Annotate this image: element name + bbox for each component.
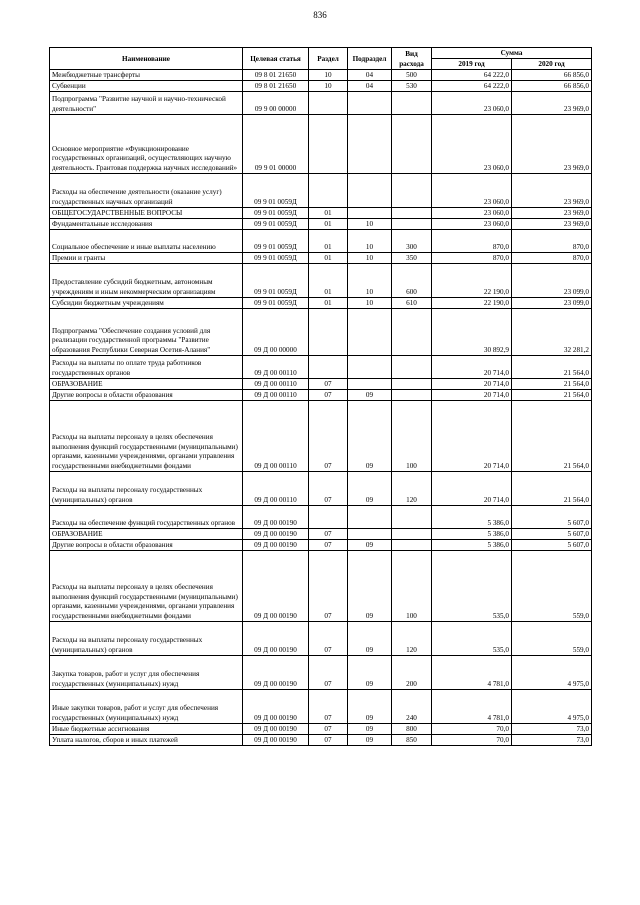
cell-2020: 21 564,0 xyxy=(512,379,592,390)
cell-name: Иные бюджетные ассигнования xyxy=(50,724,243,735)
cell-2020: 559,0 xyxy=(512,551,592,622)
cell-target: 09 Д 00 00110 xyxy=(243,356,309,379)
cell-subsection: 09 xyxy=(348,401,392,472)
cell-2020: 73,0 xyxy=(512,735,592,746)
cell-name: Подпрограмма "Обеспечение создания условий для реализации государственной программы "Развитие образования Республики Северная Осетия-Алания" xyxy=(50,309,243,356)
cell-kind xyxy=(392,529,432,540)
cell-target: 09 Д 00 00190 xyxy=(243,656,309,690)
header-year-2020: 2020 год xyxy=(512,59,592,70)
cell-2020: 5 607,0 xyxy=(512,506,592,529)
cell-2019: 870,0 xyxy=(432,253,512,264)
cell-section xyxy=(309,92,348,115)
cell-2020: 21 564,0 xyxy=(512,390,592,401)
cell-kind: 100 xyxy=(392,401,432,472)
table-row xyxy=(50,309,592,356)
cell-subsection xyxy=(348,309,392,356)
table-row xyxy=(50,401,592,472)
cell-2019: 23 060,0 xyxy=(432,92,512,115)
cell-subsection: 10 xyxy=(348,253,392,264)
cell-kind: 120 xyxy=(392,472,432,506)
cell-2019: 70,0 xyxy=(432,724,512,735)
cell-target: 09 Д 00 00110 xyxy=(243,401,309,472)
cell-target: 09 Д 00 00110 xyxy=(243,379,309,390)
cell-name: Субсидии бюджетным учреждениям xyxy=(50,298,243,309)
cell-section: 01 xyxy=(309,219,348,230)
cell-name: Межбюджетные трансферты xyxy=(50,70,243,81)
table-row xyxy=(50,208,592,219)
cell-subsection xyxy=(348,208,392,219)
cell-2020: 21 564,0 xyxy=(512,472,592,506)
cell-name: Расходы на выплаты персоналу в целях обеспечения выполнения функций государственными (муниципальными) органами, казенными учреждениями, органами управления государственными внебюджетными фондами xyxy=(50,401,243,472)
cell-section: 07 xyxy=(309,529,348,540)
cell-target: 09 9 01 0059Д xyxy=(243,219,309,230)
table-body xyxy=(50,70,592,746)
cell-kind: 350 xyxy=(392,253,432,264)
cell-kind xyxy=(392,208,432,219)
cell-target: 09 9 01 0059Д xyxy=(243,264,309,298)
cell-name: Расходы на выплаты персоналу государственных (муниципальных) органов xyxy=(50,622,243,656)
cell-section xyxy=(309,115,348,174)
cell-section: 01 xyxy=(309,208,348,219)
cell-name: Подпрограмма "Развитие научной и научно-технической деятельности" xyxy=(50,92,243,115)
table-row xyxy=(50,551,592,622)
table-row xyxy=(50,356,592,379)
cell-kind xyxy=(392,309,432,356)
cell-target: 09 Д 00 00000 xyxy=(243,309,309,356)
cell-name: Расходы на обеспечение деятельности (оказание услуг) государственных научных организаций xyxy=(50,174,243,208)
cell-target: 09 Д 00 00110 xyxy=(243,390,309,401)
cell-2019: 22 190,0 xyxy=(432,264,512,298)
cell-kind: 600 xyxy=(392,264,432,298)
cell-2020: 559,0 xyxy=(512,622,592,656)
cell-subsection xyxy=(348,174,392,208)
table-row xyxy=(50,724,592,735)
cell-section: 07 xyxy=(309,656,348,690)
cell-subsection: 09 xyxy=(348,472,392,506)
table-row xyxy=(50,379,592,390)
cell-target: 09 Д 00 00190 xyxy=(243,724,309,735)
cell-target: 09 Д 00 00190 xyxy=(243,529,309,540)
table-row xyxy=(50,174,592,208)
table-row xyxy=(50,506,592,529)
cell-section: 07 xyxy=(309,724,348,735)
cell-2020: 4 975,0 xyxy=(512,656,592,690)
cell-target: 09 9 01 0059Д xyxy=(243,298,309,309)
cell-2020: 5 607,0 xyxy=(512,540,592,551)
cell-kind: 610 xyxy=(392,298,432,309)
cell-subsection xyxy=(348,356,392,379)
cell-2020: 66 856,0 xyxy=(512,81,592,92)
cell-2019: 20 714,0 xyxy=(432,356,512,379)
cell-target: 09 9 01 00000 xyxy=(243,115,309,174)
cell-target: 09 Д 00 00190 xyxy=(243,690,309,724)
cell-2019: 64 222,0 xyxy=(432,81,512,92)
cell-subsection: 09 xyxy=(348,390,392,401)
table-row xyxy=(50,70,592,81)
cell-section: 07 xyxy=(309,690,348,724)
header-target: Целевая статья xyxy=(243,48,309,70)
cell-section: 07 xyxy=(309,401,348,472)
cell-section: 07 xyxy=(309,390,348,401)
header-sum: Сумма xyxy=(432,48,592,59)
cell-subsection: 09 xyxy=(348,540,392,551)
cell-section xyxy=(309,174,348,208)
cell-2020: 73,0 xyxy=(512,724,592,735)
cell-2019: 23 060,0 xyxy=(432,208,512,219)
cell-name: Основное мероприятие «Функционирование государственных организаций, осуществляющих научную деятельность. Грантовая поддержка научных исследований» xyxy=(50,115,243,174)
cell-target: 09 9 01 0059Д xyxy=(243,253,309,264)
cell-2019: 23 060,0 xyxy=(432,219,512,230)
cell-subsection: 10 xyxy=(348,264,392,298)
cell-name: Субвенции xyxy=(50,81,243,92)
cell-name: Уплата налогов, сборов и иных платежей xyxy=(50,735,243,746)
cell-2019: 5 386,0 xyxy=(432,529,512,540)
cell-name: Расходы на выплаты по оплате труда работников государственных органов xyxy=(50,356,243,379)
cell-name: Закупка товаров, работ и услуг для обеспечения государственных (муниципальных) нужд xyxy=(50,656,243,690)
cell-name: ОБРАЗОВАНИЕ xyxy=(50,529,243,540)
cell-name: Фундаментальные исследования xyxy=(50,219,243,230)
cell-2019: 23 060,0 xyxy=(432,174,512,208)
cell-section: 01 xyxy=(309,230,348,253)
cell-2019: 23 060,0 xyxy=(432,115,512,174)
budget-table xyxy=(49,47,592,746)
cell-2020: 23 969,0 xyxy=(512,219,592,230)
cell-name: Другие вопросы в области образования xyxy=(50,540,243,551)
table-row xyxy=(50,390,592,401)
cell-kind xyxy=(392,506,432,529)
cell-2020: 21 564,0 xyxy=(512,356,592,379)
cell-2019: 30 892,9 xyxy=(432,309,512,356)
cell-kind xyxy=(392,356,432,379)
cell-2020: 23 969,0 xyxy=(512,92,592,115)
cell-target: 09 Д 00 00190 xyxy=(243,551,309,622)
table-row xyxy=(50,656,592,690)
header-year-2019: 2019 год xyxy=(432,59,512,70)
cell-name: Иные закупки товаров, работ и услуг для обеспечения государственных (муниципальных) нужд xyxy=(50,690,243,724)
cell-2020: 23 099,0 xyxy=(512,264,592,298)
cell-kind xyxy=(392,219,432,230)
cell-target: 09 Д 00 00190 xyxy=(243,622,309,656)
cell-2019: 5 386,0 xyxy=(432,540,512,551)
table-row xyxy=(50,472,592,506)
cell-2020: 21 564,0 xyxy=(512,401,592,472)
cell-2020: 23 969,0 xyxy=(512,174,592,208)
cell-target: 09 Д 00 00110 xyxy=(243,472,309,506)
table-row xyxy=(50,115,592,174)
cell-section: 10 xyxy=(309,81,348,92)
cell-subsection xyxy=(348,379,392,390)
cell-name: ОБРАЗОВАНИЕ xyxy=(50,379,243,390)
cell-2020: 870,0 xyxy=(512,253,592,264)
cell-kind: 800 xyxy=(392,724,432,735)
cell-section: 07 xyxy=(309,472,348,506)
cell-subsection xyxy=(348,115,392,174)
cell-kind xyxy=(392,540,432,551)
cell-subsection xyxy=(348,529,392,540)
cell-kind: 100 xyxy=(392,551,432,622)
cell-2019: 20 714,0 xyxy=(432,401,512,472)
cell-subsection: 10 xyxy=(348,298,392,309)
cell-2019: 5 386,0 xyxy=(432,506,512,529)
cell-2020: 23 969,0 xyxy=(512,208,592,219)
header-section: Раздел xyxy=(309,48,348,70)
table-row xyxy=(50,690,592,724)
cell-kind xyxy=(392,174,432,208)
cell-target: 09 9 01 0059Д xyxy=(243,230,309,253)
cell-2019: 20 714,0 xyxy=(432,390,512,401)
cell-name: Премии и гранты xyxy=(50,253,243,264)
cell-2020: 32 281,2 xyxy=(512,309,592,356)
cell-2020: 23 969,0 xyxy=(512,115,592,174)
cell-2019: 20 714,0 xyxy=(432,472,512,506)
cell-section: 01 xyxy=(309,298,348,309)
cell-subsection: 09 xyxy=(348,735,392,746)
cell-section: 01 xyxy=(309,253,348,264)
cell-2019: 870,0 xyxy=(432,230,512,253)
cell-2019: 20 714,0 xyxy=(432,379,512,390)
cell-kind: 500 xyxy=(392,70,432,81)
cell-subsection: 09 xyxy=(348,656,392,690)
cell-2019: 535,0 xyxy=(432,551,512,622)
cell-kind xyxy=(392,379,432,390)
table-row xyxy=(50,540,592,551)
cell-kind: 530 xyxy=(392,81,432,92)
header-name: Наименование xyxy=(50,48,243,70)
table-row xyxy=(50,298,592,309)
cell-kind: 200 xyxy=(392,656,432,690)
cell-subsection xyxy=(348,506,392,529)
cell-2020: 5 607,0 xyxy=(512,529,592,540)
cell-kind: 120 xyxy=(392,622,432,656)
cell-target: 09 9 01 0059Д xyxy=(243,208,309,219)
cell-2019: 535,0 xyxy=(432,622,512,656)
cell-target: 09 Д 00 00190 xyxy=(243,735,309,746)
cell-target: 09 9 00 00000 xyxy=(243,92,309,115)
cell-section: 07 xyxy=(309,735,348,746)
cell-section: 07 xyxy=(309,551,348,622)
cell-section: 01 xyxy=(309,264,348,298)
cell-name: Расходы на обеспечение функций государственных органов xyxy=(50,506,243,529)
cell-section: 07 xyxy=(309,379,348,390)
table-row xyxy=(50,529,592,540)
cell-name: Социальное обеспечение и иные выплаты населению xyxy=(50,230,243,253)
cell-target: 09 8 01 21650 xyxy=(243,81,309,92)
page-number: 836 xyxy=(313,10,327,20)
cell-2019: 4 781,0 xyxy=(432,690,512,724)
cell-2020: 66 856,0 xyxy=(512,70,592,81)
cell-section: 07 xyxy=(309,622,348,656)
cell-2020: 23 099,0 xyxy=(512,298,592,309)
cell-name: Расходы на выплаты персоналу в целях обеспечения выполнения функций государственными (муниципальными) органами, казенными учреждениями, органами управления государственными внебюджетными фондами xyxy=(50,551,243,622)
table-row xyxy=(50,253,592,264)
header-subsection: Подраздел xyxy=(348,48,392,70)
cell-target: 09 8 01 21650 xyxy=(243,70,309,81)
cell-subsection: 09 xyxy=(348,622,392,656)
cell-subsection: 04 xyxy=(348,81,392,92)
cell-2020: 870,0 xyxy=(512,230,592,253)
table-row xyxy=(50,735,592,746)
table-row xyxy=(50,92,592,115)
cell-subsection: 04 xyxy=(348,70,392,81)
cell-name: Расходы на выплаты персоналу государственных (муниципальных) органов xyxy=(50,472,243,506)
table-row xyxy=(50,264,592,298)
cell-section: 10 xyxy=(309,70,348,81)
cell-section: 07 xyxy=(309,540,348,551)
cell-subsection xyxy=(348,92,392,115)
cell-subsection: 09 xyxy=(348,551,392,622)
cell-subsection: 10 xyxy=(348,219,392,230)
header-kind: Вид расхода xyxy=(392,48,432,70)
cell-kind: 240 xyxy=(392,690,432,724)
cell-section xyxy=(309,506,348,529)
cell-kind: 300 xyxy=(392,230,432,253)
cell-kind xyxy=(392,92,432,115)
cell-name: ОБЩЕГОСУДАРСТВЕННЫЕ ВОПРОСЫ xyxy=(50,208,243,219)
cell-section xyxy=(309,356,348,379)
cell-2020: 4 975,0 xyxy=(512,690,592,724)
table-row xyxy=(50,230,592,253)
cell-2019: 22 190,0 xyxy=(432,298,512,309)
cell-target: 09 9 01 0059Д xyxy=(243,174,309,208)
cell-kind xyxy=(392,390,432,401)
cell-kind xyxy=(392,115,432,174)
table-header xyxy=(50,48,592,70)
table-row xyxy=(50,219,592,230)
cell-subsection: 09 xyxy=(348,724,392,735)
cell-kind: 850 xyxy=(392,735,432,746)
cell-2019: 64 222,0 xyxy=(432,70,512,81)
cell-name: Предоставление субсидий бюджетным, автономным учреждениям и иным некоммерческим организациям xyxy=(50,264,243,298)
cell-2019: 70,0 xyxy=(432,735,512,746)
table-row xyxy=(50,622,592,656)
cell-target: 09 Д 00 00190 xyxy=(243,540,309,551)
cell-target: 09 Д 00 00190 xyxy=(243,506,309,529)
table-row xyxy=(50,81,592,92)
cell-2019: 4 781,0 xyxy=(432,656,512,690)
cell-name: Другие вопросы в области образования xyxy=(50,390,243,401)
cell-subsection: 09 xyxy=(348,690,392,724)
cell-subsection: 10 xyxy=(348,230,392,253)
cell-section xyxy=(309,309,348,356)
